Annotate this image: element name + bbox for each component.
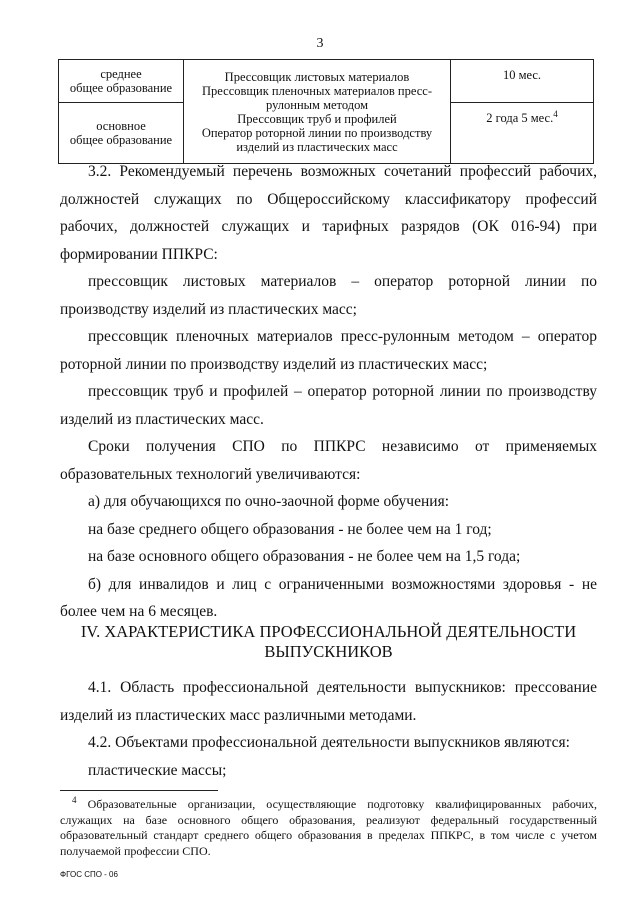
paragraph: на базе среднего общего образования - не более чем на 1 год; bbox=[88, 520, 492, 538]
document-code: ФГОС СПО - 06 bbox=[60, 870, 118, 879]
paragraph: Сроки получения СПО по ППКРС независимо от применяемых образовательных технологий увеличиваются: bbox=[60, 438, 597, 483]
cell-text: 10 мес. bbox=[502, 68, 542, 82]
term-cell bbox=[451, 60, 594, 103]
paragraph: 4.2. Объектами профессиональной деятельности выпускников являются: bbox=[88, 734, 570, 751]
training-terms-table bbox=[58, 59, 594, 164]
cell-text: общее образование bbox=[69, 81, 173, 95]
cell-text: общее образование bbox=[69, 133, 173, 147]
paragraph: 4.1. Область профессиональной деятельности выпускников: прессование изделий из пластических масс различными методами. bbox=[60, 679, 597, 724]
cell-text: среднее bbox=[100, 67, 142, 81]
term-cell bbox=[451, 103, 594, 164]
footnote-ref: 4 bbox=[553, 108, 558, 119]
cell-text: Прессовщик пленочных материалов пресс- bbox=[202, 83, 432, 98]
heading-line: ВЫПУСКНИКОВ bbox=[264, 642, 393, 661]
paragraph: пластические массы; bbox=[88, 761, 227, 779]
paragraph: 3.2. Рекомендуемый перечень возможных сочетаний профессий рабочих, должностей служащих по Общероссийскому классификатору профессий рабочих, должностей служащих и тарифных разрядов (ОК 016-94) при формировании ППКРС: bbox=[60, 163, 597, 263]
footnote bbox=[60, 797, 597, 859]
professions-cell bbox=[184, 60, 451, 164]
cell-text: Прессовщик труб и профилей bbox=[237, 111, 397, 126]
cell-text: Оператор роторной линии по производству bbox=[201, 125, 433, 140]
paragraph: а) для обучающихся по очно-заочной форме обучения: bbox=[88, 493, 450, 510]
education-level-cell bbox=[59, 60, 184, 103]
footnote-marker: 4 bbox=[72, 795, 77, 805]
education-level-cell bbox=[59, 103, 184, 164]
paragraph: б) для инвалидов и лиц с ограниченными возможностями здоровья - не более чем на 6 месяцев. bbox=[60, 575, 597, 620]
section-3-text bbox=[60, 158, 597, 626]
table-row bbox=[59, 60, 594, 103]
paragraph: на базе основного общего образования - не более чем на 1,5 года; bbox=[88, 548, 521, 565]
section-4-text bbox=[60, 674, 597, 784]
heading-line: IV. ХАРАКТЕРИСТИКА ПРОФЕССИОНАЛЬНОЙ ДЕЯТЕЛЬНОСТИ bbox=[80, 622, 577, 641]
footnote-divider bbox=[60, 790, 218, 791]
cell-text: рулонным методом bbox=[265, 97, 368, 112]
footnote-text: Образовательные организации, осуществляющие подготовку квалифицированных рабочих, служащих на базе основного общего образования, реализуют федеральный государственный образовательный стандарт среднего общего образования в пределах ППКРС, в том числе с учетом получаемой профессии СПО. bbox=[60, 797, 597, 858]
paragraph: прессовщик пленочных материалов пресс-рулонным методом – оператор роторной линии по производству изделий из пластических масс; bbox=[60, 328, 597, 373]
page-number: 3 bbox=[316, 36, 324, 51]
cell-text: основное bbox=[96, 119, 146, 133]
cell-text: Прессовщик листовых материалов bbox=[224, 69, 410, 84]
cell-text: 2 года 5 мес. bbox=[486, 111, 554, 125]
section-heading bbox=[60, 622, 597, 662]
cell-text: изделий из пластических масс bbox=[236, 139, 398, 154]
paragraph: прессовщик листовых материалов – оператор роторной линии по производству изделий из пластических масс; bbox=[60, 273, 597, 318]
paragraph: прессовщик труб и профилей – оператор роторной линии по производству изделий из пластических масс. bbox=[60, 383, 597, 428]
